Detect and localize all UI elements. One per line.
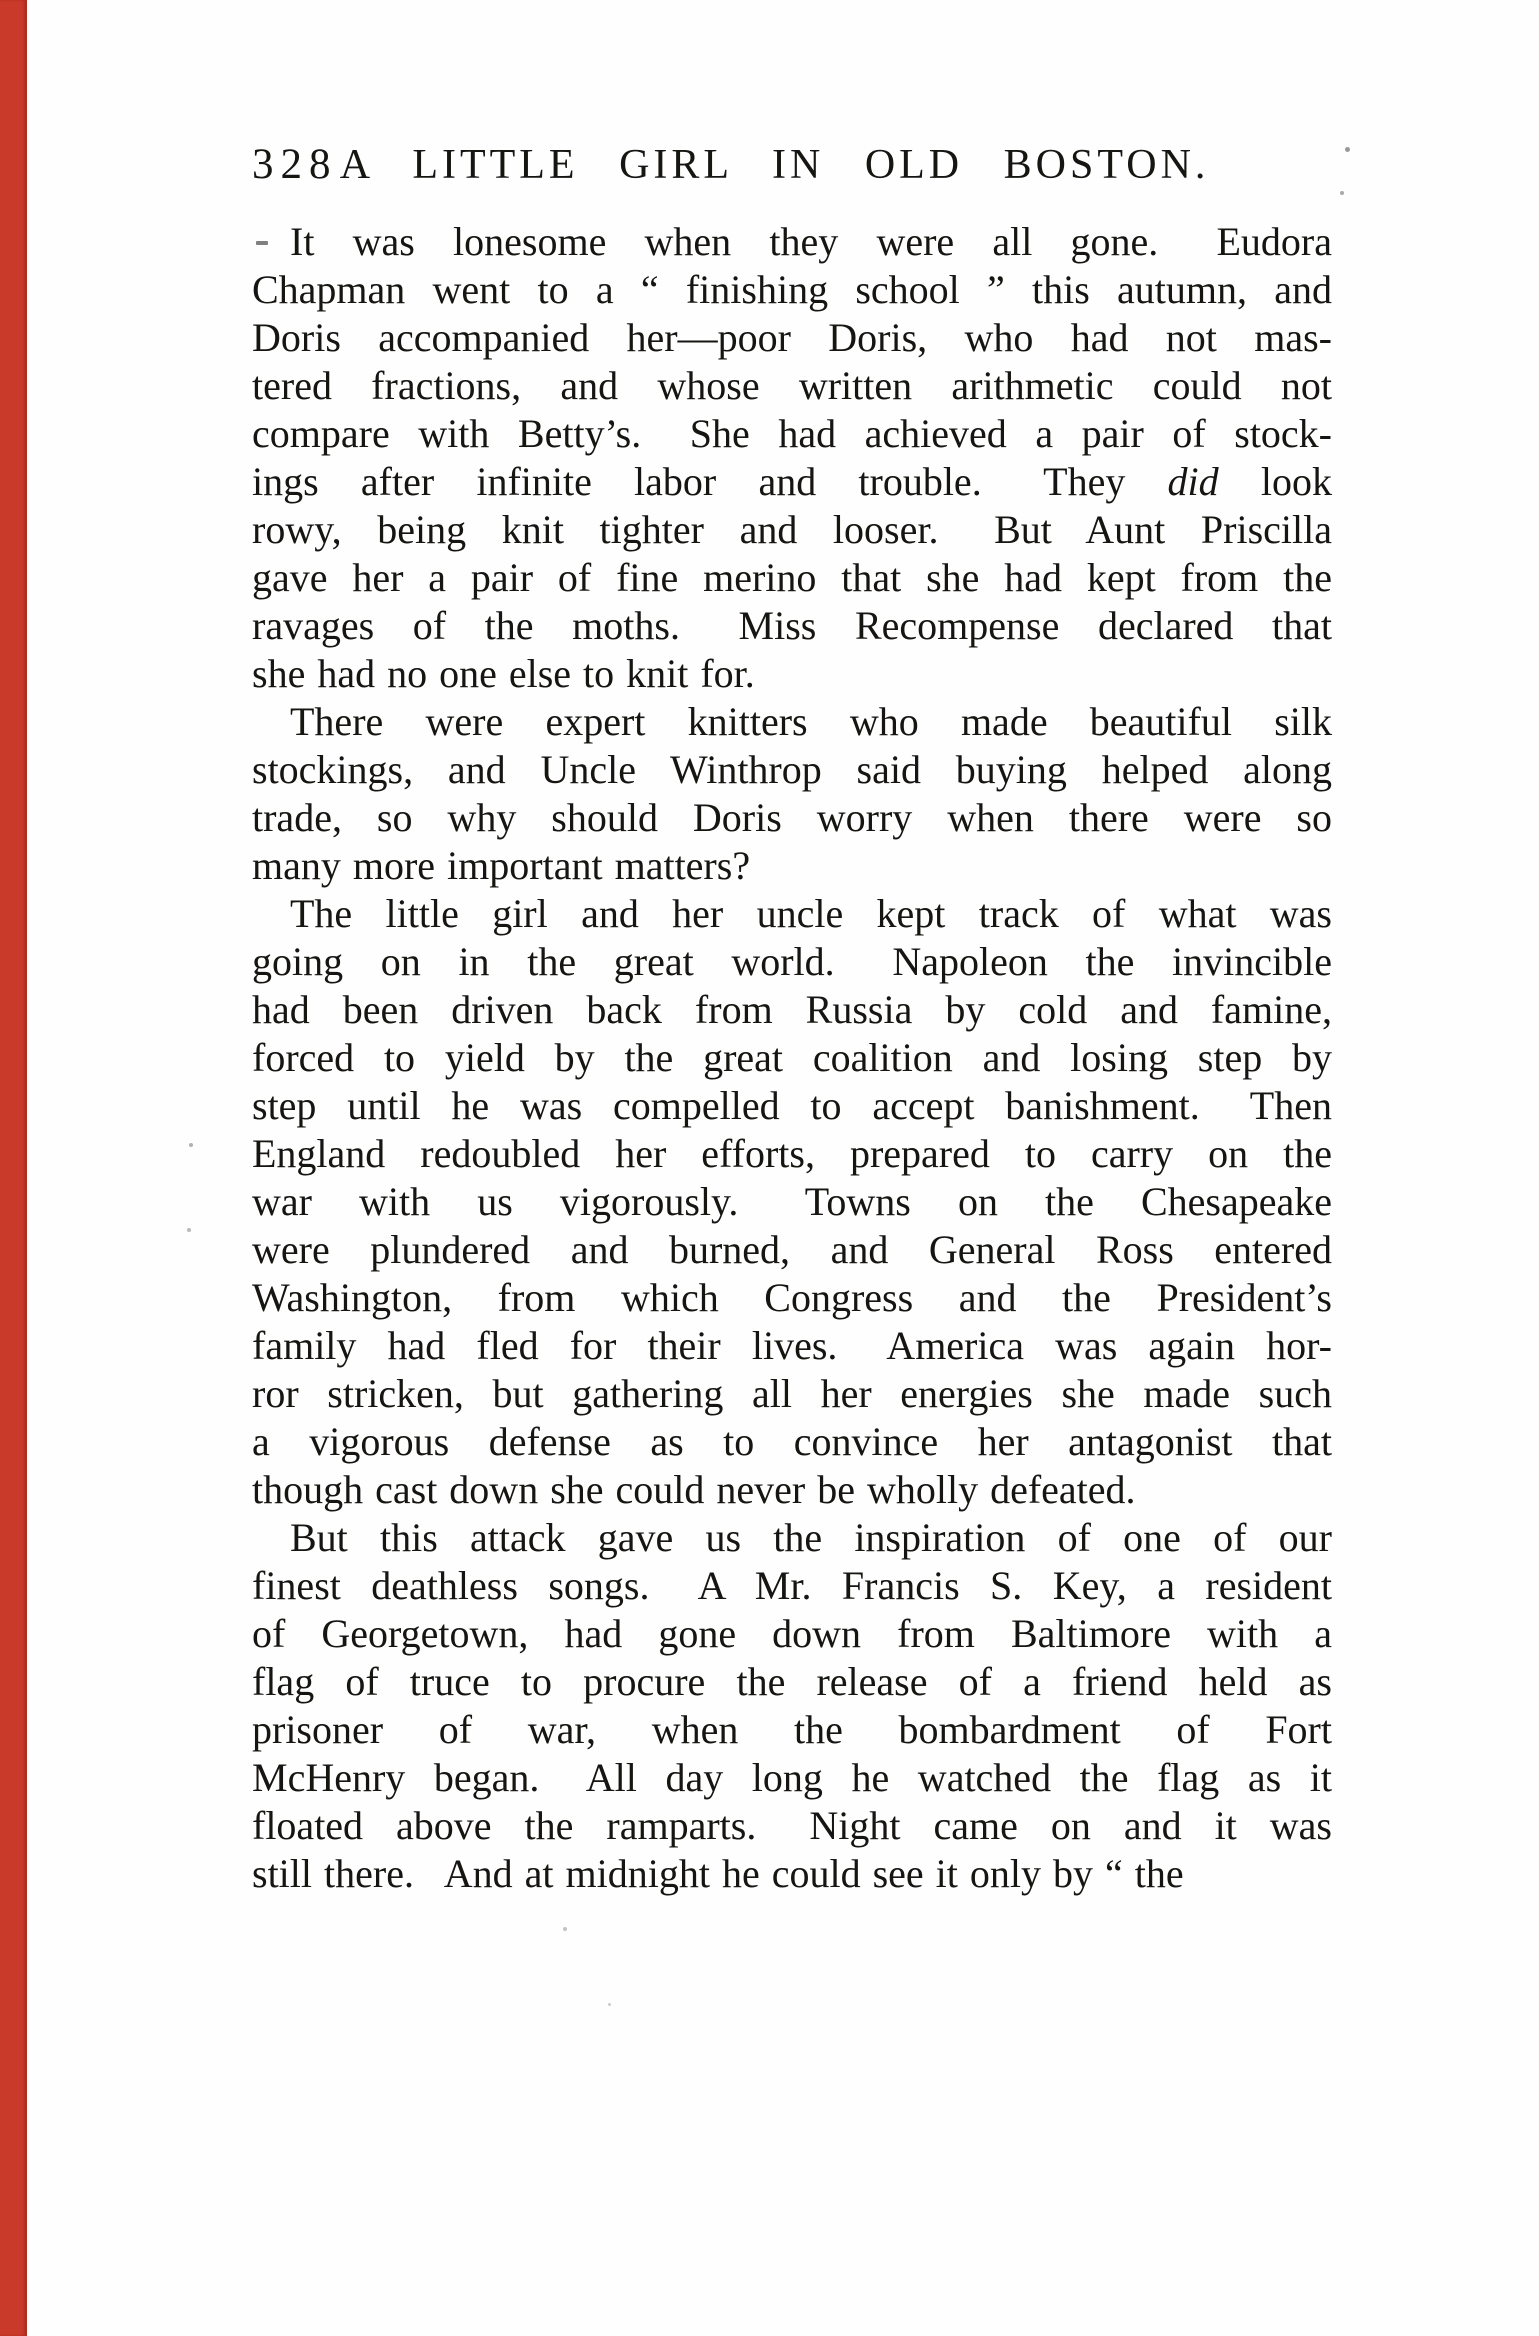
text-line: It was lonesome when they were all gone. Eudora	[290, 219, 1332, 264]
text-line: were plundered and burned, and General Ross entered	[252, 1227, 1332, 1272]
scan-speck	[189, 1143, 193, 1147]
text-line: McHenry began. All day long he watched the flag as it	[252, 1755, 1332, 1800]
scan-speck	[256, 241, 268, 245]
text-line: gave her a pair of fine merino that she had kept from the	[252, 555, 1332, 600]
text-line: flag of truce to procure the release of a friend held as	[252, 1659, 1332, 1704]
text-line: Chapman went to a “ finishing school ” this autumn, and	[252, 267, 1332, 312]
text-line: forced to yield by the great coalition and losing step by	[252, 1035, 1332, 1080]
text-line: But this attack gave us the inspiration of one of our	[290, 1515, 1332, 1560]
body-paragraph	[252, 218, 1332, 698]
text-line: of Georgetown, had gone down from Baltimore with a	[252, 1611, 1332, 1656]
text-line: step until he was compelled to accept banishment. Then	[252, 1083, 1332, 1128]
text-block	[252, 218, 1332, 1898]
text-line: she had no one else to knit for.	[252, 651, 755, 696]
text-line: still there. And at midnight he could see it only by “ the	[252, 1851, 1184, 1896]
text-line: war with us vigorously. Towns on the Chesapeake	[252, 1179, 1332, 1224]
scan-speck	[1345, 147, 1350, 152]
text-line: Washington, from which Congress and the President’s	[252, 1275, 1332, 1320]
text-line: had been driven back from Russia by cold and famine,	[252, 987, 1332, 1032]
text-line: The little girl and her uncle kept track of what was	[290, 891, 1332, 936]
text-line: floated above the ramparts. Night came on and it was	[252, 1803, 1332, 1848]
page-header	[252, 140, 1332, 190]
text-line: family had fled for their lives. America was again hor-	[252, 1323, 1332, 1368]
text-line: tered fractions, and whose written arithmetic could not	[252, 363, 1332, 408]
page-number: 328	[252, 141, 338, 188]
body-paragraph	[252, 1514, 1332, 1898]
text-line: ings after infinite labor and trouble. They did look	[252, 459, 1332, 504]
body-paragraph	[252, 890, 1332, 1514]
text-line: stockings, and Uncle Winthrop said buying helped along	[252, 747, 1332, 792]
text-line: There were expert knitters who made beautiful silk	[290, 699, 1332, 744]
text-line: though cast down she could never be wholly defeated.	[252, 1467, 1136, 1512]
page-edge-strip	[0, 0, 27, 2336]
scan-speck	[563, 1927, 567, 1931]
running-title: A LITTLE GIRL IN OLD BOSTON.	[339, 142, 1210, 188]
text-line: rowy, being knit tighter and looser. But Aunt Priscilla	[252, 507, 1332, 552]
text-line: many more important matters?	[252, 843, 751, 888]
text-line: Doris accompanied her—poor Doris, who had not mas-	[252, 315, 1332, 360]
text-line: compare with Betty’s. She had achieved a pair of stock-	[252, 411, 1332, 456]
text-line: a vigorous defense as to convince her antagonist that	[252, 1419, 1332, 1464]
text-line: finest deathless songs. A Mr. Francis S. Key, a resident	[252, 1563, 1332, 1608]
text-line: ravages of the moths. Miss Recompense declared that	[252, 603, 1332, 648]
text-line: England redoubled her efforts, prepared to carry on the	[252, 1131, 1332, 1176]
scan-speck	[187, 1228, 191, 1232]
text-line: ror stricken, but gathering all her energies she made such	[252, 1371, 1332, 1416]
text-line: going on in the great world. Napoleon the invincible	[252, 939, 1332, 984]
text-line: trade, so why should Doris worry when there were so	[252, 795, 1332, 840]
body-paragraph	[252, 698, 1332, 890]
scan-speck	[1340, 191, 1344, 195]
text-line: prisoner of war, when the bombardment of Fort	[252, 1707, 1332, 1752]
scan-speck	[608, 2003, 611, 2006]
